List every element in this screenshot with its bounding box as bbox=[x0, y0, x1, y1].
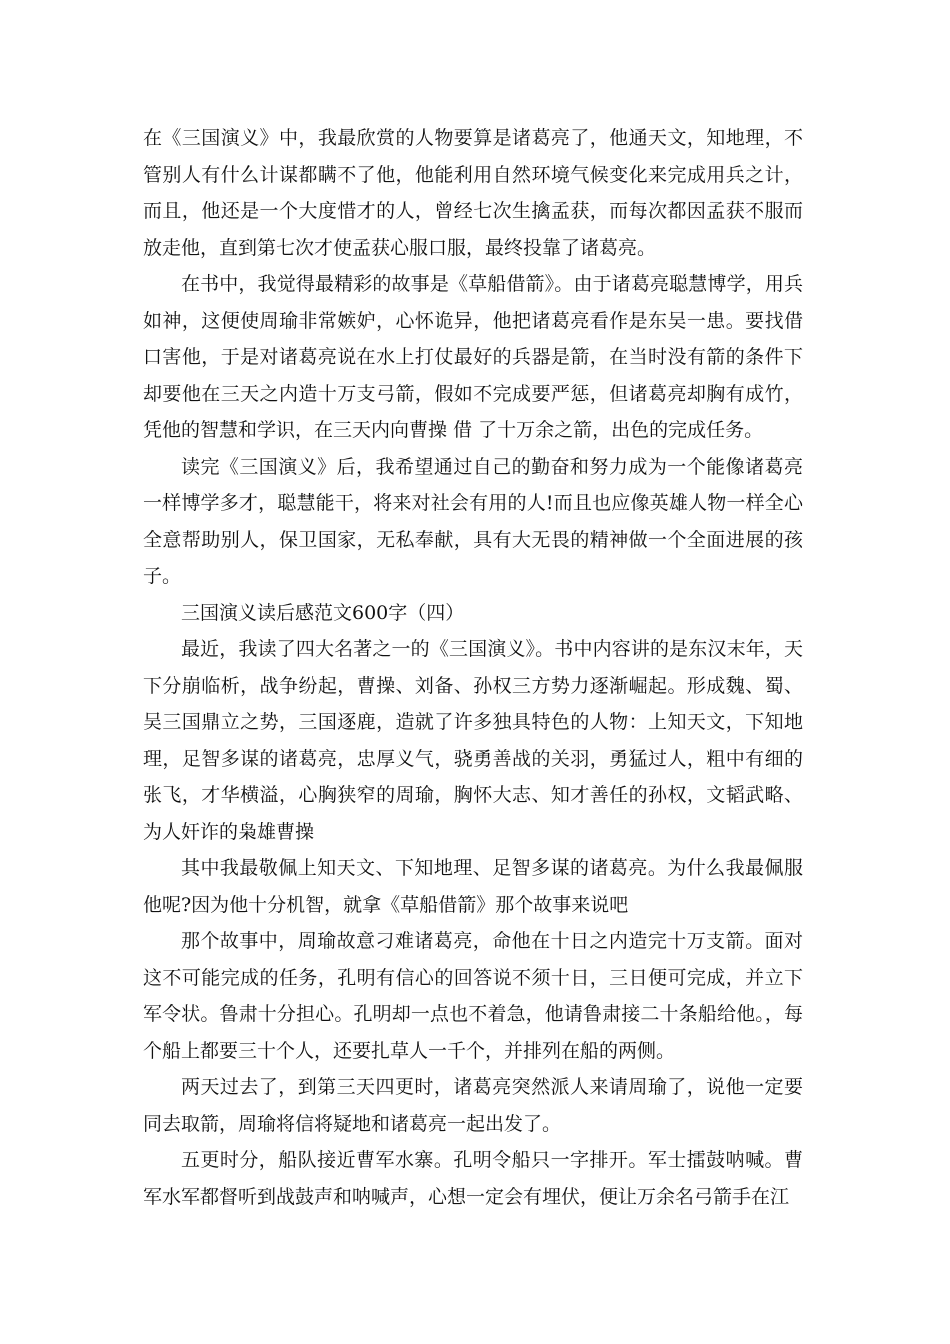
paragraph-7: 两天过去了，到第三天四更时，诸葛亮突然派人来请周瑜了，说他一定要同去取箭，周瑜将信将疑地和诸葛亮一起出发了。 bbox=[143, 1076, 803, 1135]
paragraph-2: 在书中，我觉得最精彩的故事是《草船借箭》。由于诸葛亮聪慧博学，用兵如神，这便使周瑜非常嫉妒，心怀诡异，他把诸葛亮看作是东吴一患。要找借口害他，于是对诸葛亮说在水上打仗最好的兵器是箭，在当时没有箭的条件下却要他在三天之内造十万支弓箭，假如不完成要严惩，但诸葛亮却胸有成竹，凭他的智慧和学识，在三天内向曹操 借 了十万余之箭，出色的完成任务。 bbox=[143, 273, 803, 441]
paragraph-4: 最近，我读了四大名著之一的《三国演义》。书中内容讲的是东汉末年，天下分崩临析，战争纷起，曹操、刘备、孙权三方势力逐渐崛起。形成魏、蜀、吴三国鼎立之势，三国逐鹿，造就了许多独具特色的人物：上知天文，下知地理，足智多谋的诸葛亮，忠厚义气，骁勇善战的关羽，勇猛过人，粗中有细的张飞，才华横溢，心胸狭窄的周瑜，胸怀大志、知才善任的孙权，文韬武略、为人奸诈的枭雄曹操 bbox=[143, 638, 803, 843]
paragraph-1: 在《三国演义》中，我最欣赏的人物要算是诸葛亮了，他通天文，知地理，不管别人有什么计谋都瞒不了他，他能利用自然环境气候变化来完成用兵之计，而且，他还是一个大度惜才的人，曾经七次生擒孟获，而每次都因孟获不服而放走他，直到第七次才使孟获心服口服，最终投靠了诸葛亮。 bbox=[143, 127, 803, 259]
document-body bbox=[143, 120, 803, 1215]
section-heading: 三国演义读后感范文600字（四） bbox=[181, 601, 465, 624]
paragraph-6: 那个故事中，周瑜故意刁难诸葛亮，命他在十日之内造完十万支箭。面对这不可能完成的任务，孔明有信心的回答说不须十日，三日便可完成，并立下军令状。鲁肃十分担心。孔明却一点也不着急，他请鲁肃接二十条船给他。，每个船上都要三十个人，还要扎草人一千个，并排列在船的两侧。 bbox=[143, 930, 803, 1062]
paragraph-8: 五更时分，船队接近曹军水寨。孔明令船只一字排开。军士擂鼓呐喊。曹军水军都督听到战鼓声和呐喊声，心想一定会有埋伏，便让万余名弓箭手在江 bbox=[143, 1149, 803, 1208]
paragraph-5: 其中我最敬佩上知天文、下知地理、足智多谋的诸葛亮。为什么我最佩服他呢?因为他十分机智，就拿《草船借箭》那个故事来说吧 bbox=[143, 857, 803, 916]
paragraph-3: 读完《三国演义》后，我希望通过自己的勤奋和努力成为一个能像诸葛亮一样博学多才，聪慧能干，将来对社会有用的人!而且也应像英雄人物一样全心全意帮助别人，保卫国家，无私奉献，具有大无畏的精神做一个全面进展的孩子。 bbox=[143, 455, 803, 587]
